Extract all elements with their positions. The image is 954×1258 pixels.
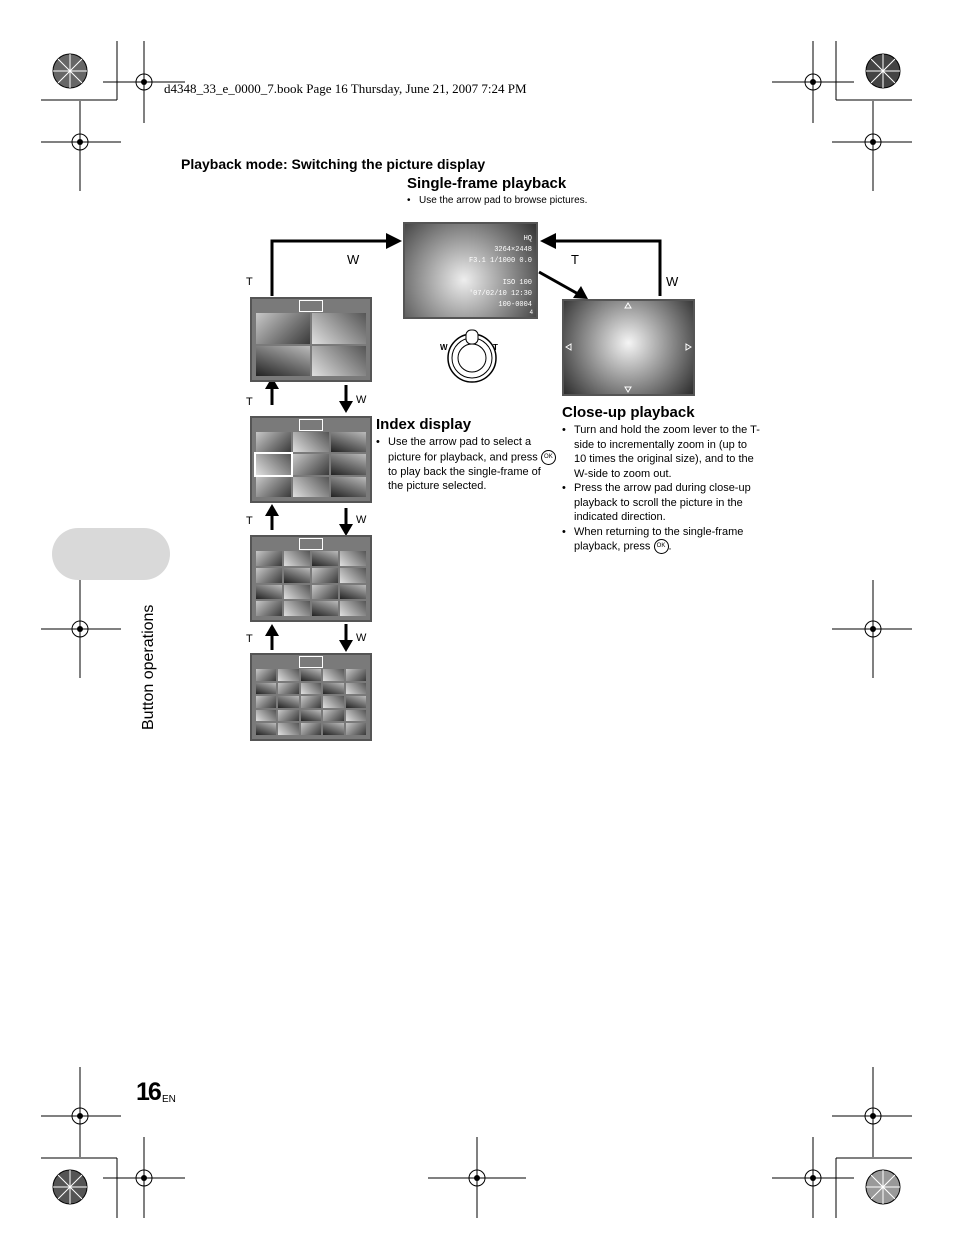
index-screen-9 (250, 416, 372, 503)
section-title: Playback mode: Switching the picture display (181, 156, 486, 172)
thumb-grid-9 (256, 432, 366, 497)
arrow-w-top-left: W (347, 252, 360, 267)
index-tab (299, 300, 323, 312)
index-display-title: Index display (376, 416, 472, 433)
overlay-file: 100-0004 (498, 301, 532, 309)
arrow-w-3: W (356, 632, 367, 644)
overlay-size: 3264×2448 (494, 246, 532, 254)
arrow-t-3: T (246, 633, 253, 645)
arrow-t-top-right: T (571, 252, 579, 267)
overlay-exposure: F3.1 1/1000 0.0 (468, 257, 532, 265)
thumb-grid-25 (256, 669, 366, 735)
index-screen-4 (250, 297, 372, 382)
closeup-bullet-3: • When returning to the single-frame playback, press OK . (562, 525, 760, 555)
arrow-t-2: T (246, 515, 253, 527)
single-frame-bullet: • Use the arrow pad to browse pictures. (407, 194, 647, 209)
closeup-title: Close-up playback (562, 404, 695, 421)
zoom-w-label: W (440, 343, 448, 352)
index-screen-16 (250, 535, 372, 622)
overlay-iso: ISO 100 (502, 279, 532, 287)
closeup-bullet-2: • Press the arrow pad during close-up playback to scroll the picture in the indicated direction. (562, 481, 760, 525)
single-frame-title: Single-frame playback (407, 175, 567, 192)
overlay-date: '07/02/10 12:30 (468, 290, 532, 298)
closeup-bullet-1: • Turn and hold the zoom lever to the T-side to incrementally zoom in (up to 10 times the original size), and to the W-side to zoom out. (562, 423, 760, 481)
overlay-quality: HQ (523, 235, 532, 243)
arrow-w-2: W (356, 514, 367, 526)
page-number: 16 (136, 1078, 160, 1106)
index-display-bullets (376, 435, 556, 494)
index-display-bullet: • Use the arrow pad to select a picture for playback, and press OK to play back the single-frame of the picture selected. (376, 435, 556, 494)
arrow-t-1: T (246, 396, 253, 408)
zoom-t-label: T (493, 343, 498, 352)
thumb-grid-4 (256, 313, 366, 376)
ok-button-icon: OK (654, 539, 669, 554)
index-screen-25 (250, 653, 372, 741)
ok-button-icon: OK (541, 450, 556, 465)
page-language: EN (162, 1094, 176, 1105)
print-header: d4348_33_e_0000_7.book Page 16 Thursday, June 21, 2007 7:24 PM (164, 81, 527, 96)
overlay-count: 4 (529, 310, 533, 316)
chapter-label: Button operations (140, 604, 157, 730)
chapter-tab (52, 528, 170, 580)
closeup-bullets (562, 423, 760, 554)
thumb-grid-16 (256, 551, 366, 616)
arrow-w-1: W (356, 394, 367, 406)
arrow-w-right: W (666, 274, 679, 289)
arrow-t-left: T (246, 276, 253, 288)
